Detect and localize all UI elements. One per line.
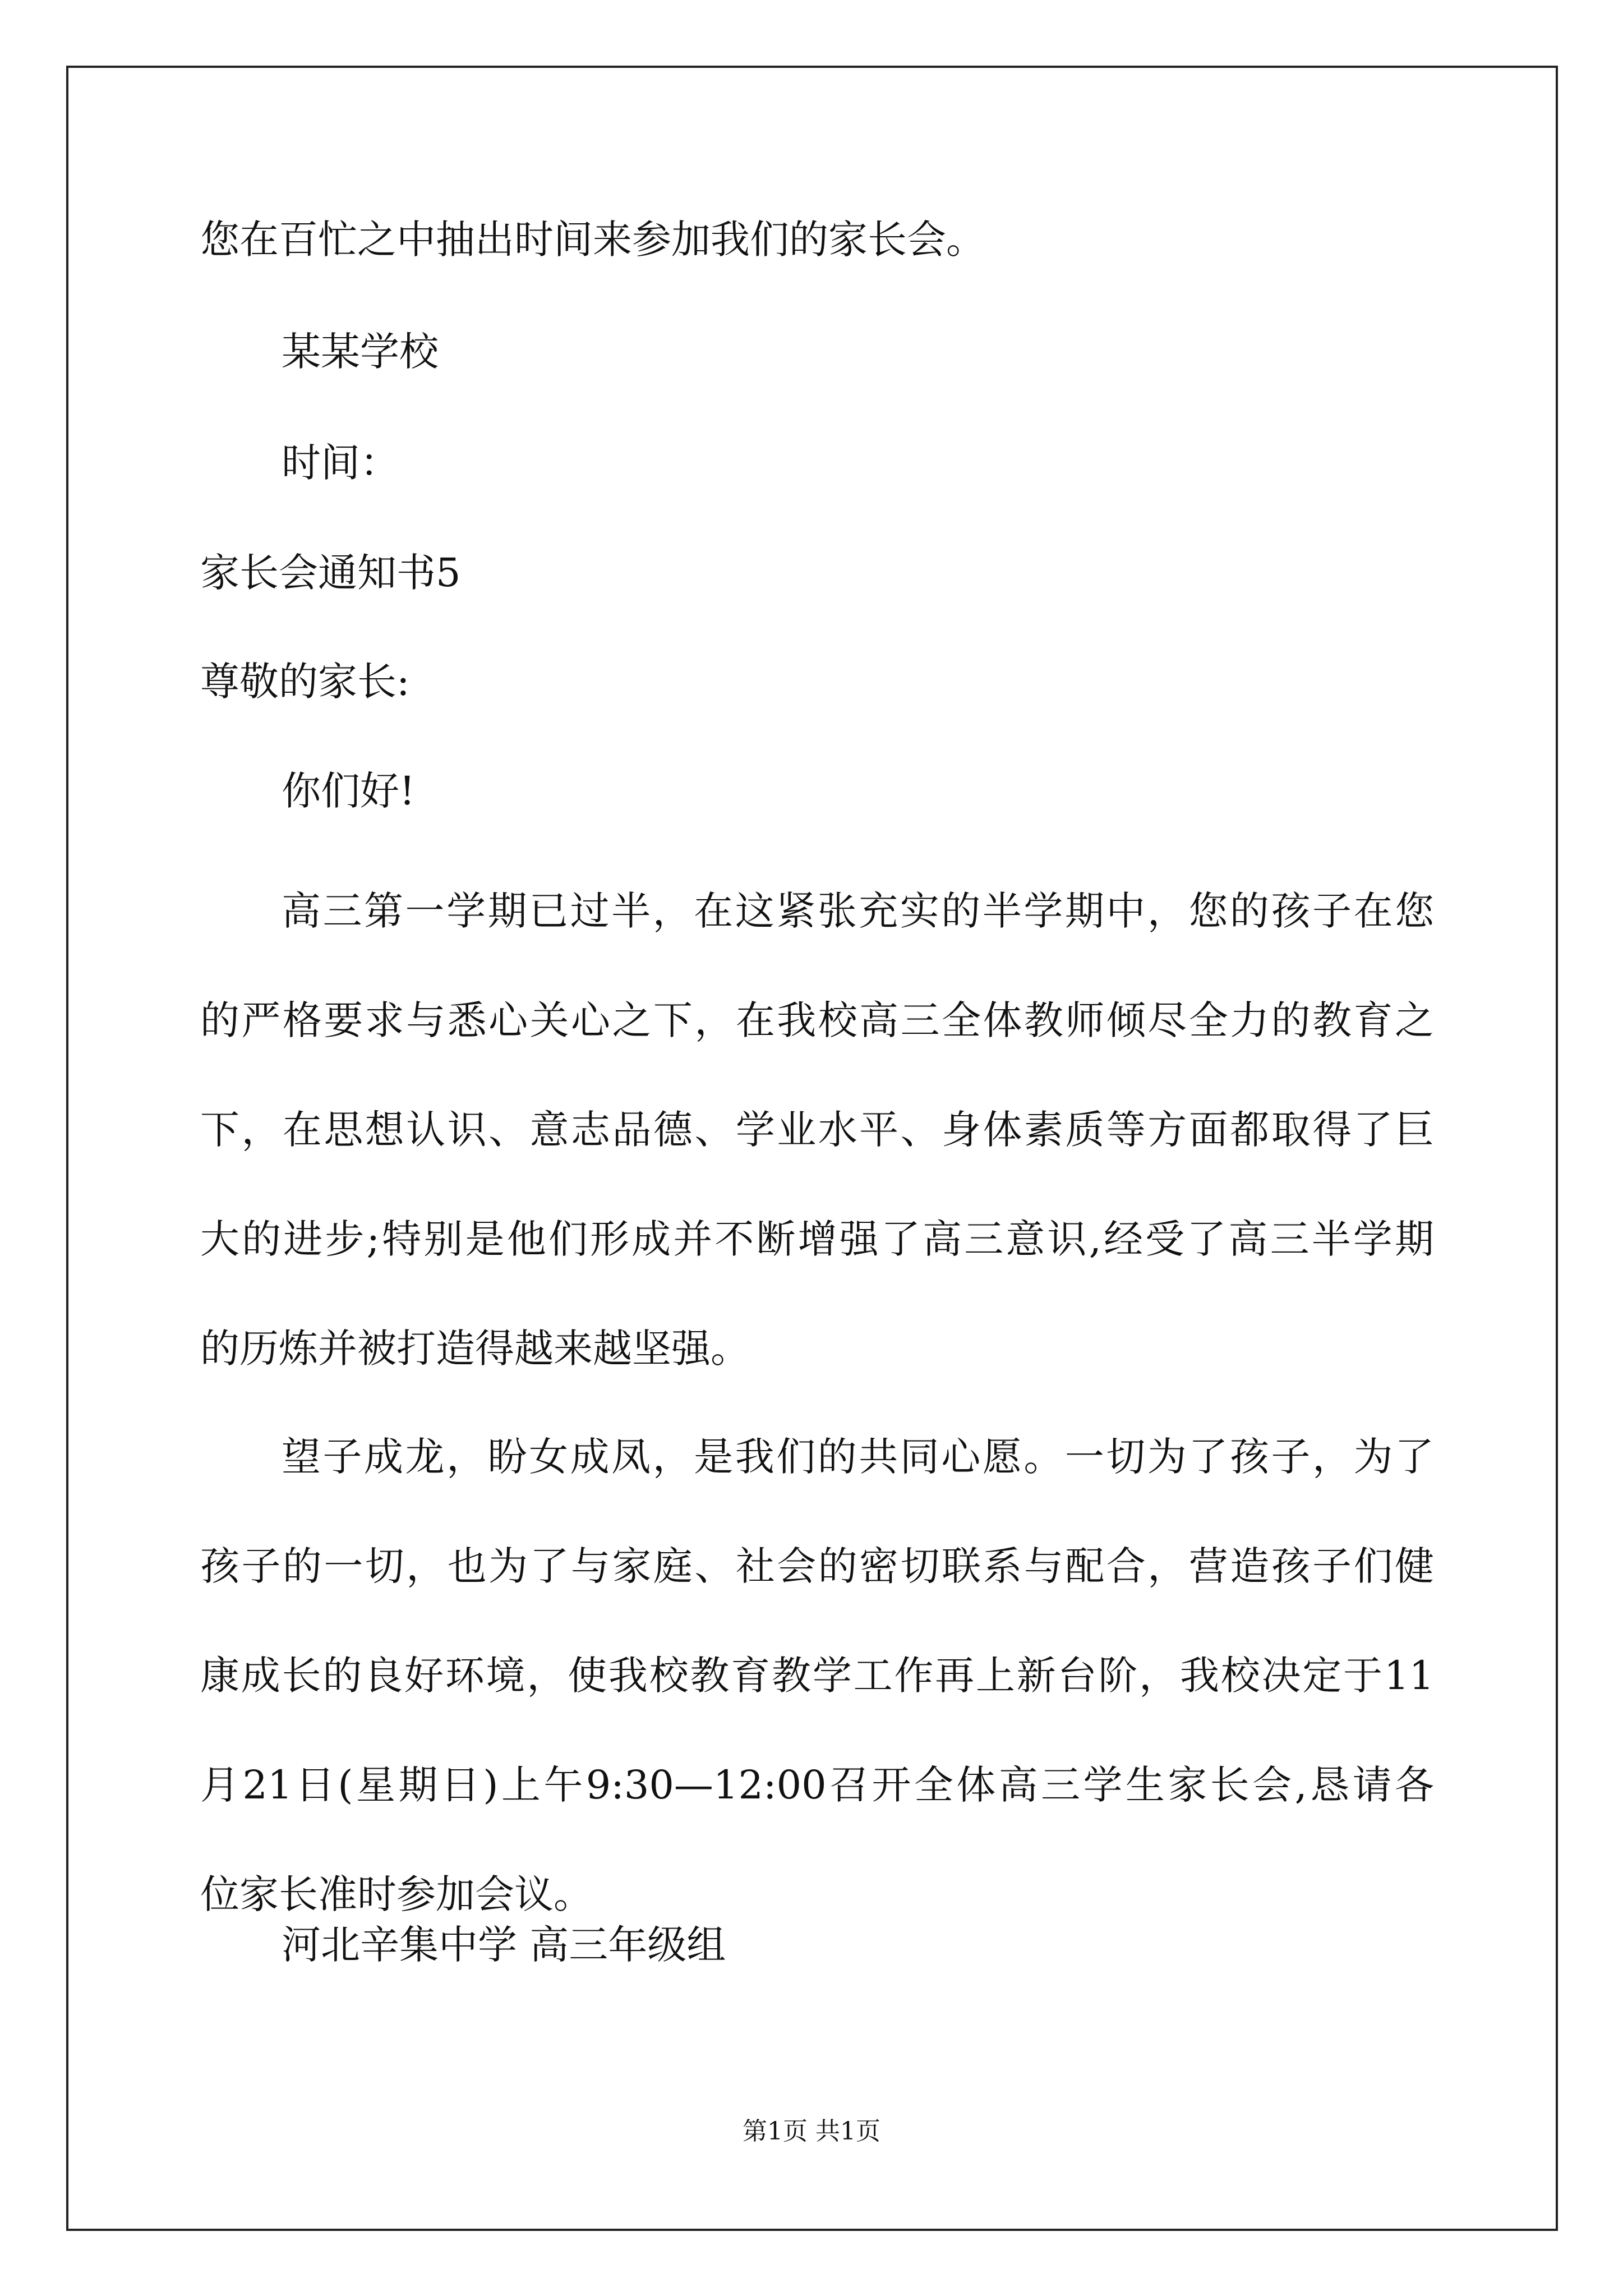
notice-title: 家长会通知书5 bbox=[200, 550, 461, 596]
salutation: 尊敬的家长: bbox=[200, 659, 410, 705]
paragraph-line: 位家长准时参加会议。 bbox=[200, 1871, 593, 1917]
paragraph-line: 高三第一学期已过半，在这紧张充实的半学期中，您的孩子在您 bbox=[282, 888, 1434, 934]
time-label: 时间： bbox=[282, 440, 399, 486]
paragraph-line: 大的进步;特别是他们形成并不断增强了高三意识,经受了高三半学期 bbox=[200, 1216, 1434, 1262]
opening-closing-line: 您在百忙之中抽出时间来参加我们的家长会。 bbox=[200, 217, 985, 263]
paragraph-line: 望子成龙，盼女成凤，是我们的共同心愿。一切为了孩子，为了 bbox=[282, 1434, 1434, 1480]
paragraph-line: 康成长的良好环境，使我校教育教学工作再上新台阶，我校决定于11 bbox=[200, 1653, 1434, 1699]
paragraph-line: 的历炼并被打造得越来越坚强。 bbox=[200, 1326, 750, 1372]
paragraph-line: 的严格要求与悉心关心之下，在我校高三全体教师倾尽全力的教育之 bbox=[200, 997, 1434, 1043]
paragraph-line: 下，在思想认识、意志品德、学业水平、身体素质等方面都取得了巨 bbox=[200, 1107, 1434, 1153]
page-footer: 第1页 共1页 bbox=[743, 2117, 880, 2146]
greeting: 你们好! bbox=[282, 768, 416, 814]
paragraph-line: 月21日(星期日)上午9:30—12:00召开全体高三学生家长会,恳请各 bbox=[200, 1762, 1434, 1808]
signature-line: 河北辛集中学 高三年级组 bbox=[282, 1922, 726, 1968]
paragraph-meeting bbox=[200, 1402, 1434, 1949]
paragraph-progress bbox=[200, 857, 1434, 1404]
school-signature: 某某学校 bbox=[282, 329, 439, 375]
paragraph-line: 孩子的一切，也为了与家庭、社会的密切联系与配合，营造孩子们健 bbox=[200, 1543, 1434, 1589]
